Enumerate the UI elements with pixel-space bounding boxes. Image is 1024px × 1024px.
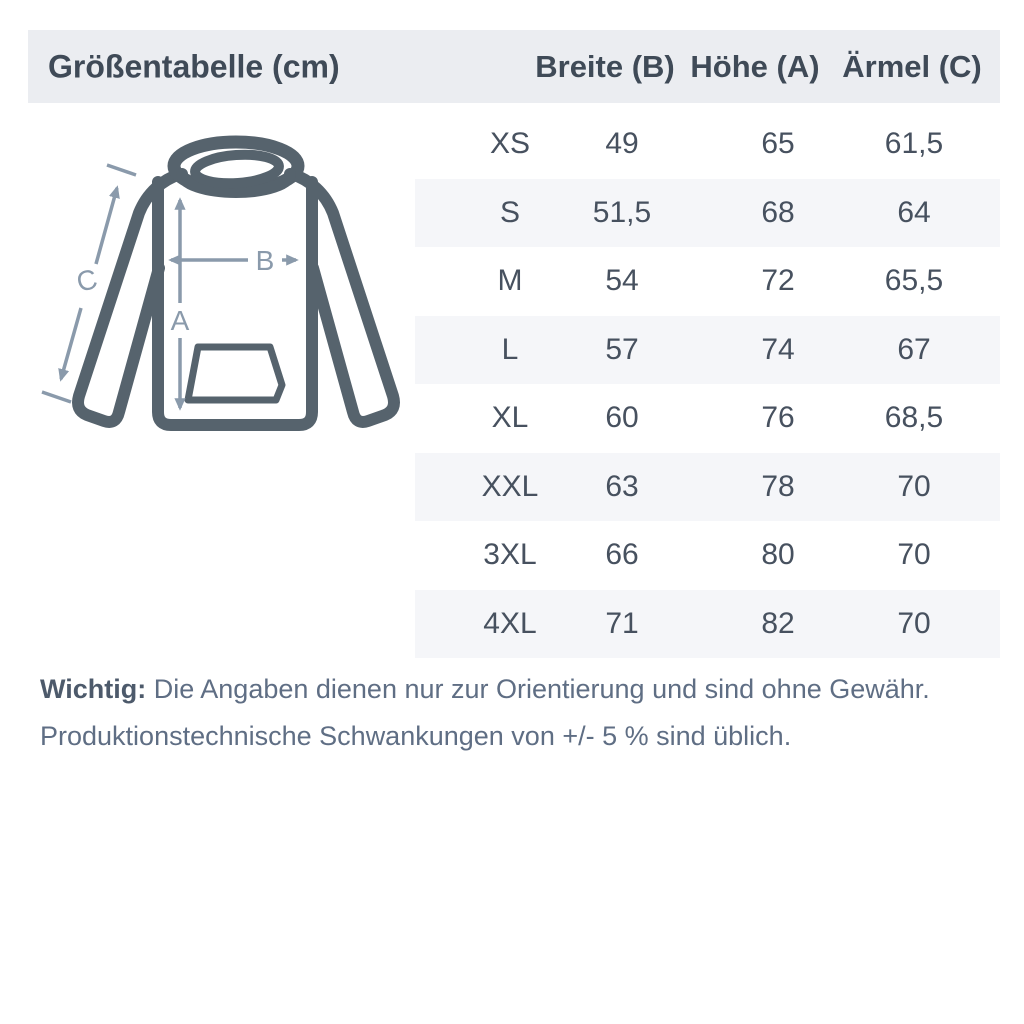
column-header-hoehe: Höhe (A) [690,48,820,84]
size-table [415,110,1000,658]
aermel-value: 70 [897,469,931,503]
aermel-value: 64 [897,195,931,229]
note-prefix: Wichtig: [40,674,147,704]
note-line1: Die Angaben dienen nur zur Orientierung und sind ohne Gewähr. [153,674,930,704]
disclaimer-note [40,666,980,760]
left-sleeve [78,174,180,422]
aermel-value: 70 [897,606,931,640]
breite-value: 60 [605,401,639,435]
size-label: 3XL [483,538,537,572]
dimension-a-label: A [170,305,190,336]
table-row-xl [415,384,1000,453]
breite-value: 63 [605,469,639,503]
size-label: XL [491,401,529,435]
column-header-aermel: Ärmel (C) [842,48,982,84]
hoehe-value: 82 [761,606,795,640]
dimension-c-arrow-up [96,188,117,264]
note-line2: Produktionstechnische Schwankungen von +/- 5 % sind üblich. [40,721,792,751]
size-label: S [499,195,521,229]
aermel-value: 70 [897,538,931,572]
aermel-value: 65,5 [884,264,944,298]
hoehe-value: 74 [761,332,795,366]
kangaroo-pocket [188,347,282,400]
size-label: XXL [481,469,539,503]
dimension-c-arrow-down [61,308,81,379]
size-label: M [497,264,523,298]
breite-value: 71 [605,606,639,640]
table-row-xxl [415,453,1000,522]
size-label: 4XL [483,606,537,640]
table-row-xs [415,110,1000,179]
hoehe-value: 80 [761,538,795,572]
hoehe-value: 68 [761,195,795,229]
hoehe-value: 72 [761,264,795,298]
hoehe-value: 78 [761,469,795,503]
breite-value: 57 [605,332,639,366]
table-row-m [415,247,1000,316]
breite-value: 66 [605,538,639,572]
dimension-b-label: B [255,245,275,276]
hoodie-diagram [30,118,420,463]
page-title: Größentabelle (cm) [48,48,340,84]
dimension-c-tick-top [107,165,136,175]
breite-value: 51,5 [592,195,652,229]
hoehe-value: 76 [761,401,795,435]
hoehe-value: 65 [761,127,795,161]
dimension-c-tick-bottom [42,392,71,402]
table-row-3xl [415,521,1000,590]
aermel-value: 67 [897,332,931,366]
aermel-value: 61,5 [884,127,944,161]
hood-opening [194,152,280,186]
breite-value: 49 [605,127,639,161]
table-row-s [415,179,1000,248]
aermel-value: 68,5 [884,401,944,435]
table-header [28,30,1000,103]
size-label: XS [489,127,531,161]
dimension-c-label: C [73,263,101,299]
breite-value: 54 [605,264,639,298]
column-header-breite: Breite (B) [535,48,675,84]
table-row-l [415,316,1000,385]
table-row-4xl [415,590,1000,659]
size-label: L [501,332,519,366]
